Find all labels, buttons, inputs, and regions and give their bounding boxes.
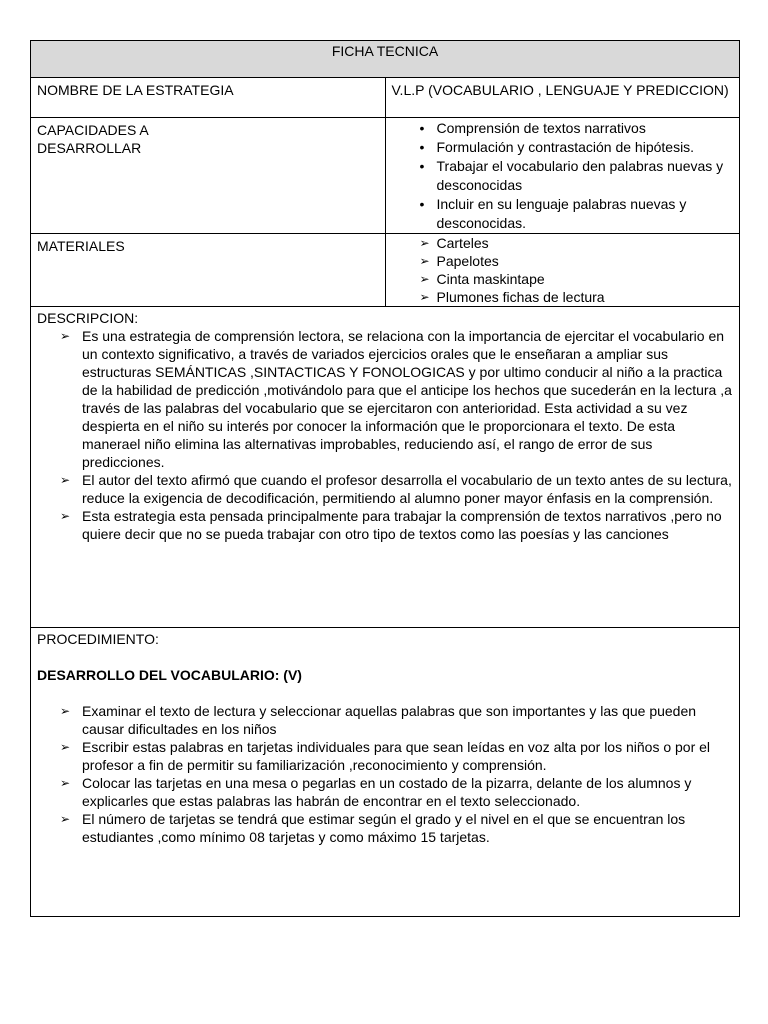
material-text: Cinta maskintape <box>436 271 545 287</box>
list-item <box>37 810 733 846</box>
description-label: DESCRIPCION: <box>37 310 139 326</box>
procedure-text: Escribir estas palabras en tarjetas individuales para que sean leídas en voz alta por los niños o por el profesor a fin de permitir su familiarización ,reconocimiento y comprensión. <box>82 739 711 773</box>
description-text: El autor del texto afirmó que cuando el profesor desarrolla el vocabulario de un texto antes de su lectura, reduce la exigencia de decodificación, permitiendo al alumno poner mayor énfasis en la comprensión. <box>82 472 732 506</box>
bullet-dot-icon: • <box>419 120 425 136</box>
capacities-label <box>31 118 386 234</box>
table-title: FICHA TECNICA <box>31 41 740 78</box>
procedure-label: PROCEDIMIENTO: <box>37 631 159 647</box>
bullet-dot-icon: • <box>419 139 425 155</box>
list-item <box>392 252 740 270</box>
procedure-text: El número de tarjetas se tendrá que estimar según el grado y el nivel en el que se encuentran los estudiantes ,como mínimo 08 tarjetas y como máximo 15 tarjetas. <box>82 811 686 845</box>
arrow-bullet-icon: ➢ <box>60 329 71 343</box>
capacities-list-cell <box>385 118 740 234</box>
arrow-bullet-icon: ➢ <box>419 290 430 304</box>
list-item <box>392 138 740 157</box>
arrow-bullet-icon: ➢ <box>60 776 71 790</box>
capacity-text: Formulación y contrastación de hipótesis. <box>436 139 695 155</box>
materials-list-cell <box>385 234 740 307</box>
list-item <box>392 195 740 233</box>
list-item <box>37 738 733 774</box>
procedure-text: Examinar el texto de lectura y seleccionar aquellas palabras que son importantes y las que pueden causar dificultades en los niños <box>82 703 697 737</box>
description-list <box>37 327 733 543</box>
procedure-subtitle: DESARROLLO DEL VOCABULARIO: (V) <box>37 667 302 683</box>
capacity-text: Trabajar el vocabulario den palabras nuevas y desconocidas <box>436 158 724 193</box>
arrow-bullet-icon: ➢ <box>60 704 71 718</box>
list-item <box>392 157 740 195</box>
material-text: Carteles <box>436 235 489 251</box>
description-text: Es una estrategia de comprensión lectora, se relaciona con la importancia de ejercitar el vocabulario en un contexto significativo, a través de variados ejercicios orales que le enseñaran a ampliar sus estructuras SEMÁNTICAS ,SINTACTICAS Y FONOLOGICAS y por ultimo conducir al niño a la practica de la habilidad de predicción ,motivándolo para que el anticipe los hechos que sucederán en la lectura ,a través de las palabras del vocabulario que se ejercitaron con anterioridad. Esta actividad a su vez despierta en el niño su interés por conocer la información que le proporcionara el texto. De esta manerael niño elimina las alternativas improbables, reduciendo así, el rango de error de sus predicciones. <box>82 328 732 470</box>
list-item <box>37 507 733 543</box>
list-item <box>37 774 733 810</box>
list-item <box>37 327 733 471</box>
material-text: Papelotes <box>436 253 499 269</box>
procedure-cell <box>31 628 740 917</box>
arrow-bullet-icon: ➢ <box>419 254 430 268</box>
capacities-list <box>392 119 740 233</box>
materials-list <box>392 234 740 306</box>
list-item <box>392 119 740 138</box>
list-item <box>392 270 740 288</box>
list-item <box>392 234 740 252</box>
arrow-bullet-icon: ➢ <box>419 236 430 250</box>
arrow-bullet-icon: ➢ <box>60 740 71 754</box>
procedure-list <box>37 702 733 846</box>
bullet-dot-icon: • <box>419 158 425 174</box>
list-item <box>37 471 733 507</box>
procedure-text: Colocar las tarjetas en una mesa o pegarlas en un costado de la pizarra, delante de los alumnos y explicarles que estas palabras las habrán de encontrar en el texto seleccionado. <box>82 775 692 809</box>
strategy-label: NOMBRE DE LA ESTRATEGIA <box>31 78 386 118</box>
list-item <box>392 288 740 306</box>
capacity-text: Comprensión de textos narrativos <box>436 120 646 136</box>
bullet-dot-icon: • <box>419 196 425 212</box>
ficha-tecnica-table <box>30 40 740 917</box>
strategy-value: V.L.P (VOCABULARIO , LENGUAJE Y PREDICCION) <box>385 78 740 118</box>
description-text: Esta estrategia esta pensada principalmente para trabajar la comprensión de textos narrativos ,pero no quiere decir que no se pueda trabajar con otro tipo de textos como las poesías y las canciones <box>82 508 722 542</box>
capacities-label-line2: DESARROLLAR <box>37 140 142 156</box>
capacity-text: Incluir en su lenguaje palabras nuevas y desconocidas. <box>436 196 687 231</box>
arrow-bullet-icon: ➢ <box>60 509 71 523</box>
arrow-bullet-icon: ➢ <box>60 473 71 487</box>
description-cell <box>31 307 740 628</box>
list-item <box>37 702 733 738</box>
capacities-label-line1: CAPACIDADES A <box>37 122 149 138</box>
arrow-bullet-icon: ➢ <box>60 812 71 826</box>
arrow-bullet-icon: ➢ <box>419 272 430 286</box>
material-text: Plumones fichas de lectura <box>436 289 605 305</box>
materials-label: MATERIALES <box>31 234 386 307</box>
